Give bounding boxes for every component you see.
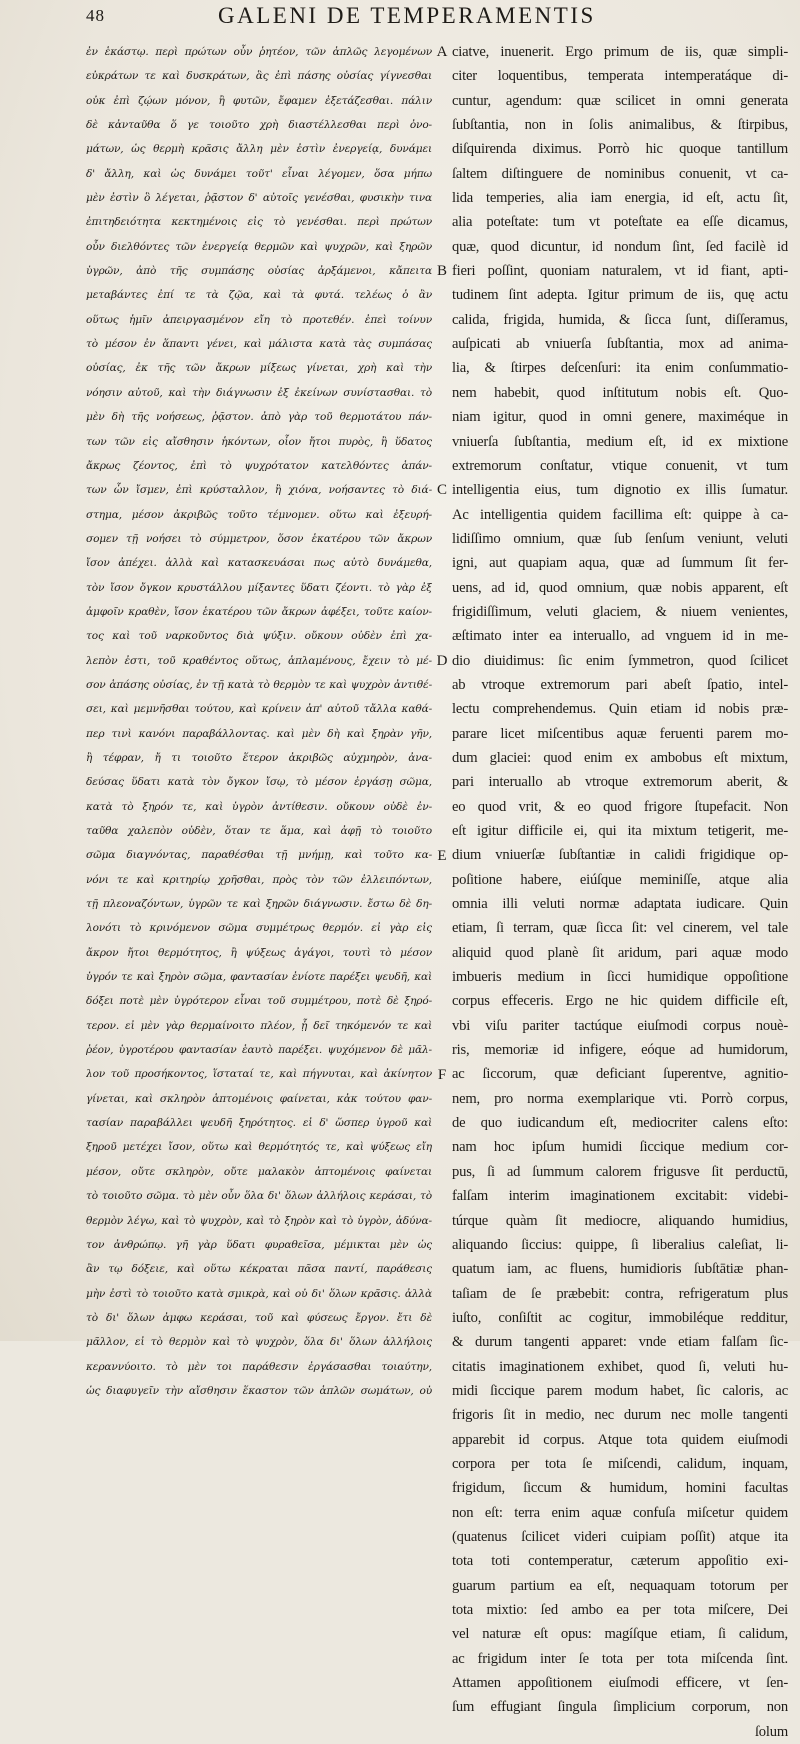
text-line: τος καὶ τοῦ ναρκοῦντος διὰ ψύξιν. οὔκουν οὐδὲν ἐπὶ χα- <box>86 630 432 643</box>
text-line: alia poteſtate: tum vt poteſtate ea eſſe dicamus, <box>452 214 788 231</box>
text-line: ἢ τέφραν, ἤ τι τοιοῦτο ἕτερον ἀκριβῶς αὐχμηρὸν, ἀνα- <box>86 751 432 764</box>
text-line: ἂν τῳ δόξειε, καὶ οὕτω κέκραται πᾶσα παντί, παράθεσις <box>86 1263 432 1276</box>
text-line: λεπὸν ἐστι, τοῦ κραθέντος οὕτως, ἁπλαμένους, ἔχειν τὸ μέ- <box>86 654 432 667</box>
text-line: non eſt: terra enim aquæ confuſa miſcetur quidem <box>452 1504 788 1521</box>
text-line: λονότι τὸ κρινόμενον σῶμα συμμέτρως θερμόν. εἰ γὰρ εἰς <box>86 922 432 935</box>
text-line: τὸ τοιοῦτο σῶμα. τὸ μὲν οὖν ὅλα δι' ὅλων ἀλλήλοις κεράσαι, τὸ <box>86 1190 432 1203</box>
text-line: θερμὸν λέγω, καὶ τὸ ψυχρὸν, καὶ τὸ ξηρὸν καὶ τὸ ὑγρὸν, ἀδύνα- <box>86 1214 432 1227</box>
running-title: GALENI DE TEMPERAMENTIS <box>218 3 596 28</box>
text-line: nam hoc ipſum humidi ſiccique medium cor- <box>452 1139 788 1156</box>
text-line: τασίαν παραβάλλει ψευδῆ ξηρότητος. εἰ δ' ὥσπερ ὑγροῦ καὶ <box>86 1117 432 1130</box>
page-header <box>0 0 800 44</box>
margin-letter-b: B <box>436 263 447 280</box>
text-line: de quo iudicandum eſt, mediocriter calens eſto: <box>452 1115 788 1132</box>
text-line: δὲ κἀνταῦθα ὅ γε τοιοῦτο χρὴ διαστέλλεσθαι περὶ ὀνο- <box>86 119 432 132</box>
text-line: τερον. εἰ μὲν γὰρ θερμαίνοιτο πλέον, ᾗ δεῖ τηκόμενόν τε καὶ <box>86 1019 432 1032</box>
text-line: lia, & ſtirpes deſcenſuri: ita enim conſummatio- <box>452 360 788 377</box>
text-line: μὲν ἐστὶν ὃ λέγεται, ῥᾷστον δ' αὐτοῖς γενέσθαι, φυσικὴν τινα <box>86 192 432 205</box>
page-number: 48 <box>86 6 105 25</box>
text-line: κεραννύοιτο. τὸ μὲν τοι παράθεσιν ἐργάσασθαι τοιαύτην, <box>86 1360 432 1373</box>
text-line: extremorum conſtatur, vtique conuenit, vt tum <box>452 457 788 474</box>
text-line: ἄκρως ζέοντος, ἐπὶ τὸ ψυχρότατον κατελθόντες ἁπάν- <box>86 459 432 472</box>
text-line: tota toti contemperatur, cæterum appoſitio exi- <box>452 1553 788 1570</box>
text-line: dio diuidimus: ſic enim ſymmetron, quod ſcilicet <box>452 652 788 669</box>
text-line: σον ἁπάσης οὐσίας, ἐν τῇ κατὰ τὸ θερμὸν τε καὶ ψυχρὸν ἀντιθέ- <box>86 678 432 691</box>
text-line: tota mixtio: ſed ambo ea per tota miſcere, Dei <box>452 1602 788 1618</box>
text-line: frigidiſſimum, veluti glaciem, & niuem venientes, <box>452 603 788 620</box>
text-line: οὐσίας, ἐκ τῆς τῶν ἄκρων μίξεως γίνεται, χρὴ καὶ τὴν <box>86 362 432 375</box>
text-line: ὡς διαφυγεῖν τὴν αἴσθησιν ἕκαστον τῶν ἁπλῶν σωμάτων, οὐ <box>86 1384 432 1397</box>
margin-letter-c: C <box>436 482 447 499</box>
text-line: λον τοῦ προσήκοντος, ἵσταταί τε, καὶ πήγνυται, καὶ ἀκίνητον <box>86 1068 432 1081</box>
text-line: vbi viſu pariter tactúque eiuſmodi corpus nouè- <box>452 1017 788 1034</box>
text-line: ὑγρόν τε καὶ ξηρὸν σῶμα, φαντασίαν ἐνίοτε παρέξει ψευδῆ, καὶ <box>86 971 432 984</box>
text-line: κατὰ τὸ ξηρόν τε, καὶ ὑγρὸν ἀντίθεσιν. οὔκουν οὐδὲ ἐν- <box>86 800 432 813</box>
text-line: ὑγρῶν, ἀπὸ τῆς συμπάσης οὐσίας ἀρξάμενοι, κἄπειτα <box>86 265 432 278</box>
text-line: uens, ad id, quod omnium, quæ nobis apparent, eſt <box>452 579 788 596</box>
text-line: τον ἀνθρώπῳ. γῆ γὰρ ὕδατι φυραθεῖσα, μέμικται μὲν ὡς <box>86 1238 432 1251</box>
text-line: æſtimato inter ea interuallo, ad vnguem id in me- <box>452 628 788 645</box>
text-line: σῶμα διαγνόντας, παραθέσθαι τῇ μνήμῃ, καὶ τοῦτο κα- <box>86 849 432 862</box>
text-line: citatis imaginationem exhibet, quod ſi, veluti hu- <box>452 1358 788 1375</box>
text-line: taſiam de ſe præbebit: contra, refrigeratum plus <box>452 1285 788 1302</box>
text-line: ac ſiccorum, quæ deficiant ſuperentve, agnitio- <box>452 1066 788 1083</box>
text-line: lida temperies, alia iam energia, id eſt, actu ſit, <box>452 190 788 207</box>
text-line: vniuerſa ſubſtantia, medium eſt, id ex mixtione <box>452 433 788 450</box>
text-line: ἐν ἑκάστῳ. περὶ πρώτων οὖν ῥητέον, τῶν ἁπλῶς λεγομένων <box>86 46 432 58</box>
text-line: μέσον, οὔτε σκληρὸν, οὔτε μαλακὸν ἀπτομένοις φαίνεται <box>86 1165 432 1178</box>
text-line: ac frigidum inter ſe tota per tota miſcenda ſint. <box>452 1650 788 1667</box>
text-line: σει, καὶ μεμνῆσθαι τούτου, καὶ κρίνειν ἀπ' αὐτοῦ τἄλλα καθά- <box>86 703 432 716</box>
text-line: cuntur, agendum: quæ scilicet in omni generata <box>452 92 788 109</box>
text-line: ſum effugiant ſingula ſimplicium corporum, non <box>452 1699 788 1716</box>
text-line: nem, pro norma exemplarique vti. Porrò corpus, <box>452 1090 788 1107</box>
text-line: corpora per tota ſe miſcendi, calidum, inquam, <box>452 1455 788 1472</box>
text-line: νόησιν αὐτοῦ, καὶ τὴν διάγνωσιν ἐξ ἐκείνων συνίστασθαι. τὸ <box>86 386 432 399</box>
text-line: μὲν δὴ τῆς νοήσεως, ῥᾷστον. ἀπὸ γὰρ τοῦ θερμοτάτου πάν- <box>86 411 432 424</box>
text-line: ἄκρον ἤτοι θερμότητος, ἢ ψύξεως ἀγάγοι, τουτὶ τὸ μέσον <box>86 946 432 959</box>
text-line: τῇ πλεοναζόντων, ὑγρῶν τε καὶ ξηρῶν διάγνωσιν. ἔστω δὲ δη- <box>86 898 432 911</box>
text-line: pus, ſi ad ſummum calorem frigusve ſit perductū, <box>452 1163 788 1180</box>
text-line: falſam interim imaginationem excitabit: videbi- <box>452 1188 788 1205</box>
text-line: περ τινὶ κανόνι παραβάλλοντας. καὶ μὲν δὴ καὶ ξηρὰν γῆν, <box>86 727 432 740</box>
text-line: imbueris medium in ſicci humidique oppoſitione <box>452 969 788 986</box>
text-line: νόνι τε καὶ κριτηρίῳ χρῆσθαι, πρὸς τὸν τῶν ἐλλειπόντων, <box>86 873 432 886</box>
text-line: dum glaciei: quod enim ex ambobus eſt mixtum, <box>452 749 788 766</box>
text-line: ab vtroque extremorum pari abeſt ſpatio, intel- <box>452 676 788 693</box>
text-line: & durum tangenti apparet: vnde etiam falſam ſic- <box>452 1334 788 1351</box>
text-line: μάτων, ὡς θερμὴ κρᾶσις ἄλλη μὲν ἐστὶν ἐνεργείᾳ, δυνάμει <box>86 143 432 156</box>
text-line: σομεν τῇ νοήσει τὸ σύμμετρον, ὅσον ἑκατέρου τῶν ἄκρων <box>86 532 432 545</box>
text-line: apparebit id corpus. Atque tota quidem eiuſmodi <box>452 1431 788 1448</box>
text-line: δόξει ποτὲ μὲν ὑγρότερον εἶναι τοῦ συμμέτρου, ποτὲ δὲ ξηρό- <box>86 995 432 1008</box>
text-line: citer loquentibus, temperata intemperatáque di- <box>452 68 788 85</box>
text-line: εὐκράτων τε καὶ δυσκράτων, ἃς ἐπὶ πάσης οὐσίας γίγνεσθαι <box>86 70 432 83</box>
text-line: ſaltem diſtinguere de nominibus conuenit, vt ca- <box>452 165 788 182</box>
text-line: guarum partium ea eſt, nequaquam totorum per <box>452 1577 788 1594</box>
text-line: μεταβάντες ἐπί τε τὰ ζῷα, καὶ τὰ φυτά. τελέως ὁ ἂν <box>86 289 432 302</box>
text-line: calida, frigida, humida, & ſicca ſunt, diſſeramus, <box>452 311 788 328</box>
text-line: δ' ἄλλη, καὶ ὡς δυνάμει τοῦτ' εἶναι λέγομεν, ὅσα μήπω <box>86 167 432 180</box>
latin-text-column <box>452 40 788 1744</box>
text-line: tudinem ſint adepta. Igitur primum de iis, quę actu <box>452 287 788 304</box>
text-line: στημα, μέσον ἀκριβῶς τοῦτο τέμνομεν. οὕτω καὶ ἐξευρή- <box>86 508 432 521</box>
text-line: (quatenus ſcilicet videri cuipiam poſſit) atque ita <box>452 1528 788 1545</box>
margin-letter-e: E <box>437 847 447 864</box>
text-line: lectu comprehendemus. Quin etiam id nobis præ- <box>452 701 788 718</box>
text-line: μᾶλλον, εἰ τὸ θερμὸν καὶ τὸ ψυχρὸν, ὅλα δι' ὅλων ἀλλήλοις <box>86 1336 432 1349</box>
text-line: túrque quàm ſit mediocre, aliquando humidius, <box>452 1212 788 1229</box>
text-line: midi ſiccique parem modum habet, ſic caloris, ac <box>452 1382 788 1399</box>
text-line: ris, memoriæ id infigere, eóque ad humidorum, <box>452 1042 788 1059</box>
text-line: quæ, quod dicuntur, id nondum ſint, ſed facilè id <box>452 238 788 255</box>
text-line: Attamen appoſitionem eiuſmodi efficere, vt ſen- <box>452 1675 788 1692</box>
text-line: nem habebit, quod inſtitutum nobis eſt. Quo- <box>452 384 788 401</box>
text-line: Ac intelligentia quidem facillima eſt: quippe à ca- <box>452 506 788 523</box>
text-line: ἐπιτηδειότητα κεκτημένοις εἰς τὸ γενέσθαι. περὶ πρώτων <box>86 216 432 229</box>
text-line: τὸν ἴσον ὄγκον κρυστάλλου μίξαντες ὕδατι ζέοντι. τὸ γὰρ ἐξ <box>86 581 432 594</box>
text-line: fieri poſſint, quoniam naturalem, vt id fiant, apti- <box>452 263 788 280</box>
text-line: diſquirenda diximus. Porrò hic quoque tantillum <box>452 141 788 158</box>
text-line: lidiſſimo omnium, quæ ſub ſenſum veniunt, veluti <box>452 530 788 547</box>
text-line: dium vniuerſæ ſubſtantiæ in calidi frigidique op- <box>452 847 788 864</box>
text-line: δεύσας ὕδατι κατὰ τὸν ὄγκον ἴσῳ, τὸ μέσον ἐργάσῃ σῶμα, <box>86 776 432 789</box>
text-line: iuſto, conſiſtit ac cogitur, immobiléque redditur, <box>452 1309 788 1326</box>
text-line: τὸ μέσον ἐν ἅπαντι γένει, καὶ μάλιστα κατὰ τὰς συμπάσας <box>86 338 432 351</box>
text-line: ῥέον, ὑγροτέρου φαντασίαν ἑαυτὸ παρέξει. ψυχόμενον δὲ μᾶλ- <box>86 1044 432 1057</box>
text-line: μὴν ἐστὶ τὸ τοιοῦτο κατὰ σμικρὰ, καὶ οὐ δι' ὅλων κρᾶσις. ἀλλὰ <box>86 1287 432 1300</box>
text-line: ſubſtantia, non in ſolis animalibus, & ſtirpibus, <box>452 117 788 134</box>
text-line: aliquid quod planè ſit aridum, pari aquæ modo <box>452 944 788 961</box>
text-line: frigidum, ſiccum & humidum, homini facultas <box>452 1480 788 1497</box>
text-line: eſt igitur difficile ei, qui ita mixtum tetigerit, me- <box>452 823 788 839</box>
text-line: poſitione habere, eiúſque meminiſſe, atque alia <box>452 871 788 888</box>
text-line: niam igitur, quod in omni genere, maximéque in <box>452 409 788 426</box>
text-line: pari interuallo ab vtroque extremorum aberit, & <box>452 774 788 791</box>
text-line: frigoris ſit in medio, nec durum nec molle tangenti <box>452 1407 788 1424</box>
text-line: των ὧν ἴσμεν, ἐπὶ κρύσταλλον, ἢ χιόνα, νοήσαντες τὸ διά- <box>86 484 432 497</box>
text-line: οὖν διελθόντες τῶν ἐνεργείᾳ θερμῶν καὶ ψυχρῶν, καὶ ξηρῶν <box>86 240 432 253</box>
text-line: vel naturæ eſt opus: magíſque etiam, ſi calidum, <box>452 1626 788 1643</box>
text-line: auſpicati ab vniuerſa ſubſtantia, mox ad anima- <box>452 336 788 353</box>
text-line: ταῦθα χαλεπὸν οὐδὲν, ὅταν τε ἅμα, καὶ ἀφῇ τὸ τοιοῦτο <box>86 825 432 837</box>
margin-letter-a: A <box>436 44 448 60</box>
text-line: ξηροῦ μετέχει ἴσον, οὕτω καὶ θερμότητός τε, καὶ ψύξεως εἴη <box>86 1141 432 1154</box>
text-line: ἴσον ἀπέχει. ἀλλὰ καὶ κατασκευάσαι πως αὐτὸ δυνάμεθα, <box>86 557 432 570</box>
text-line: eo quod vrit, & eo quod frigore ſtupefacit. Non <box>452 798 788 815</box>
text-line: γίνεται, καὶ σκληρὸν ἁπτομένοις φαίνεται, κἀκ τούτου φαν- <box>86 1092 432 1105</box>
text-line: οὕτως ἡμῖν ἀπειργασμένον εἴη τὸ προτεθέν. ἐπεὶ τοίνυν <box>86 313 432 326</box>
text-line: τὸ δι' ὅλων ἀμφω κεράσαι, τοῦ καὶ φύσεως ἔργον. ἔτι δὲ <box>86 1311 432 1324</box>
text-line: quatum iam, ac fluens, humidioris ſubſtātiæ phan- <box>452 1261 788 1278</box>
text-line: οὐκ ἐπὶ ζῴων μόνον, ἢ φυτῶν, ἔφαμεν ἐξετάζεσθαι. πάλιν <box>86 94 432 107</box>
text-line: ciatve, inuenerit. Ergo primum de iis, quæ simpli- <box>452 44 788 60</box>
text-line: etiam, ſi terram, quæ ſicca ſit: vel cinerem, vel tale <box>452 920 788 937</box>
text-line: omnia illi veluti normæ adaptata iudicare. Quin <box>452 896 788 913</box>
text-line: των τῶν εἰς αἴσθησιν ἡκόντων, οἷον ἤτοι πυρὸς, ἢ ὕδατος <box>86 435 432 448</box>
margin-letter-f: F <box>437 1066 447 1083</box>
text-line: intelligentia eius, tum dignotio ex illis ſumatur. <box>452 482 788 499</box>
text-line: parare licet miſcentibus aquæ feruenti parem mo- <box>452 725 788 742</box>
text-line: corpus effeceris. Ergo ne hic quidem difficile eſt, <box>452 993 788 1010</box>
text-line: aliquando ſiccius: quippe, ſi liberalius caleſiat, li- <box>452 1236 788 1253</box>
greek-text-column <box>86 40 432 1403</box>
text-line: ſolum <box>754 1723 788 1740</box>
text-line: igni, aut quapiam aqua, quæ ad ſummum ſit fer- <box>452 555 788 572</box>
text-line: ἀμφοῖν κραθὲν, ἴσον ἑκατέρου τῶν ἄκρων ἀφέξει, τοῦτε καίον- <box>86 605 432 618</box>
margin-letter-d: D <box>436 652 448 669</box>
